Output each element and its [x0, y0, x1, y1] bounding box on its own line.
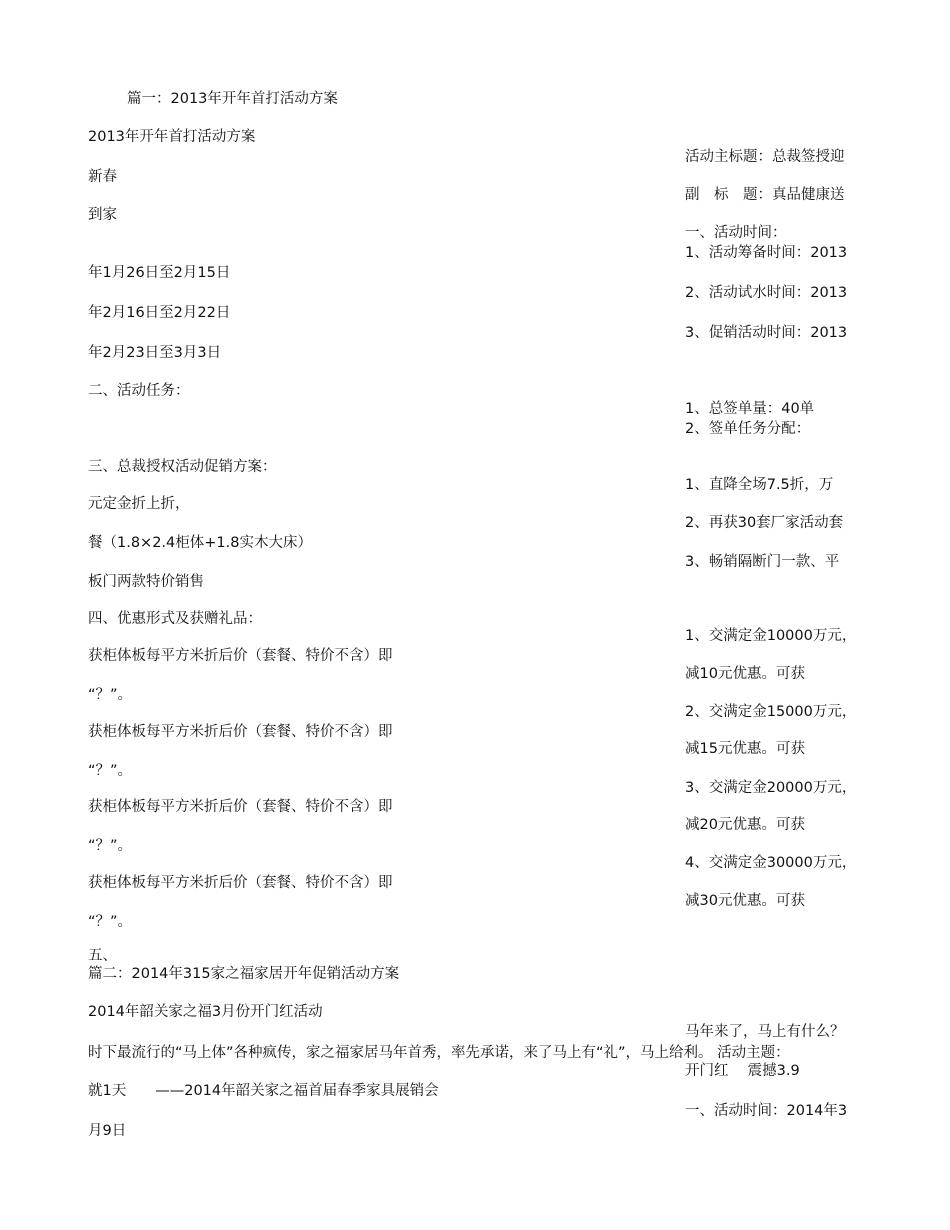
part1-right-line: 减10元优惠。可获	[685, 666, 805, 682]
part1-left-line: 获柜体板每平方米折后价（套餐、特价不含）即	[88, 724, 393, 740]
part1-left-line: 新春	[88, 169, 117, 185]
part1-left-line: 四、优惠形式及获赠礼品：	[88, 611, 262, 627]
part1-right-line: 4、交满定金30000万元，	[685, 855, 857, 871]
part1-left-line: 年1月26日至2月15日	[88, 265, 231, 281]
part1-left-line: 获柜体板每平方米折后价（套餐、特价不含）即	[88, 799, 393, 815]
part1-right-line: 1、总签单量：40单	[685, 401, 815, 417]
part1-right-line: 副 标 题：真品健康送	[685, 187, 845, 203]
part2-right-line: 一、活动时间：2014年3	[685, 1103, 848, 1119]
part1-left-line: 三、总裁授权活动促销方案：	[88, 459, 277, 475]
part1-left-line: 餐（1.8×2.4柜体+1.8实木大床）	[88, 535, 312, 551]
part1-left-line: 元定金折上折，	[88, 496, 190, 512]
part2-title: 2014年韶关家之福3月份开门红活动	[88, 1004, 323, 1020]
part2-heading: 篇二：2014年315家之福家居开年促销活动方案	[88, 966, 400, 982]
part1-right-line: 1、活动筹备时间：2013	[685, 245, 848, 261]
part1-right-line: 活动主标题：总裁签授迎	[685, 149, 845, 165]
part1-left-line: “？”。	[88, 687, 133, 703]
part1-left-line: “？”。	[88, 838, 133, 854]
part1-left-line: “？”。	[88, 763, 133, 779]
part1-right-line: 2、活动试水时间：2013	[685, 285, 848, 301]
part2-right-line: 开门红 震撼3.9	[685, 1063, 800, 1079]
part1-left-line: 板门两款特价销售	[88, 574, 204, 590]
part1-right-line: 减15元优惠。可获	[685, 741, 805, 757]
part1-right-line: 3、交满定金20000万元，	[685, 780, 857, 796]
part1-left-line: 五、	[88, 948, 117, 964]
part1-left-line: 年2月16日至2月22日	[88, 305, 231, 321]
part1-right-line: 1、交满定金10000万元，	[685, 628, 857, 644]
part1-right-line: 1、直降全场7.5折，万	[685, 477, 834, 493]
part1-title: 2013年开年首打活动方案	[88, 129, 256, 145]
part1-left-line: 获柜体板每平方米折后价（套餐、特价不含）即	[88, 648, 393, 664]
part1-left-line: 年2月23日至3月3日	[88, 345, 222, 361]
part1-right-line: 2、交满定金15000万元，	[685, 704, 857, 720]
part1-left-line: 获柜体板每平方米折后价（套餐、特价不含）即	[88, 875, 393, 891]
part1-left-line: 到家	[88, 207, 117, 223]
part1-left-line: 二、活动任务：	[88, 383, 190, 399]
part1-right-line: 减20元优惠。可获	[685, 817, 805, 833]
part2-left-line: 就1天 ——2014年韶关家之福首届春季家具展销会	[88, 1083, 439, 1099]
part2-left-line: 月9日	[88, 1123, 127, 1139]
part1-right-line: 3、促销活动时间：2013	[685, 325, 848, 341]
part1-left-line: “？”。	[88, 914, 133, 930]
part1-right-line: 2、再获30套厂家活动套	[685, 515, 844, 531]
part2-intro: 时下最流行的“马上体”各种疯传，家之福家居马年首秀，率先承诺，来了马上有“礼”，马上给利。 活动主题：	[88, 1045, 790, 1061]
part1-heading: 篇一：2013年开年首打活动方案	[127, 91, 338, 107]
part1-right-line: 3、畅销隔断门一款、平	[685, 554, 840, 570]
part2-right-line: 马年来了，马上有什么？	[685, 1024, 845, 1040]
part1-right-line: 2、签单任务分配：	[685, 421, 811, 437]
part1-right-line: 减30元优惠。可获	[685, 893, 805, 909]
part1-right-line: 一、活动时间：	[685, 225, 787, 241]
